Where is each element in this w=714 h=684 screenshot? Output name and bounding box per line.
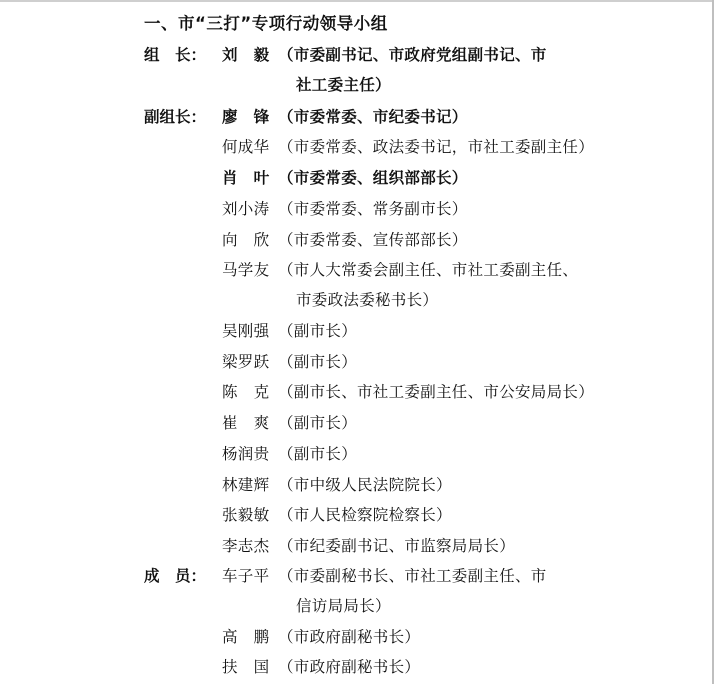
list-item — [222, 166, 468, 188]
deputy-name: 张毅敏 — [222, 506, 270, 524]
leader-desc: （市委副书记、市政府党组副书记、市 — [278, 46, 547, 64]
page-top-border — [0, 0, 714, 2]
deputy-name: 马学友 — [222, 261, 270, 279]
deputy-desc: （副市长） — [278, 414, 358, 432]
deputy-desc: （市中级人民法院院长） — [278, 476, 452, 494]
deputy-desc: （副市长） — [278, 322, 358, 340]
deputy-name: 刘小涛 — [222, 200, 270, 218]
leader-role-label: 组 长： — [144, 46, 207, 64]
list-item — [222, 258, 578, 280]
member-name: 高 鹏 — [222, 628, 270, 646]
deputy-name: 何成华 — [222, 138, 270, 156]
deputy-desc: （市委常委、组织部部长） — [278, 169, 468, 187]
leader-name: 刘 毅 — [222, 46, 270, 64]
deputy-desc: （市委常委、政法委书记，市社工委副主任） — [278, 138, 595, 156]
member-desc-continued: 信访局局长） — [296, 597, 391, 615]
list-item — [222, 503, 452, 525]
deputy-desc: （市委常委、常务副市长） — [278, 200, 468, 218]
list-item — [222, 534, 515, 556]
list-item — [222, 411, 357, 433]
deputy-name: 李志杰 — [222, 537, 270, 555]
deputy-name: 廖 锋 — [222, 108, 270, 126]
list-item — [222, 228, 468, 250]
deputy-name: 吴刚强 — [222, 322, 270, 340]
list-item — [222, 350, 357, 372]
deputy-name: 梁罗跃 — [222, 353, 270, 371]
deputy-desc: （副市长） — [278, 353, 358, 371]
list-item — [222, 197, 468, 219]
list-item — [222, 442, 357, 464]
deputy-desc: （市委常委、宣传部部长） — [278, 231, 468, 249]
list-item — [222, 473, 452, 495]
member-desc: （市委副秘书长、市社工委副主任、市 — [278, 567, 547, 585]
members-role-label: 成 员： — [144, 567, 207, 585]
section-heading: 一、市“三打”专项行动领导小组 — [144, 14, 388, 33]
list-item — [222, 625, 420, 647]
deputy-name: 肖 叶 — [222, 169, 270, 187]
member-desc: （市政府副秘书长） — [278, 658, 421, 676]
list-item — [222, 105, 468, 127]
list-item — [222, 380, 594, 402]
deputy-desc-continued: 市委政法委秘书长） — [296, 291, 439, 309]
deputies-role-label: 副组长： — [144, 108, 207, 126]
member-desc: （市政府副秘书长） — [278, 628, 421, 646]
list-item — [222, 319, 357, 341]
deputy-name: 崔 爽 — [222, 414, 270, 432]
deputy-name: 陈 克 — [222, 383, 270, 401]
deputy-desc: （副市长、市社工委副主任、市公安局局长） — [278, 383, 595, 401]
deputy-desc: （市委常委、市纪委书记） — [278, 108, 468, 126]
deputy-name: 林建辉 — [222, 476, 270, 494]
list-item — [222, 135, 594, 157]
deputy-name: 向 欣 — [222, 231, 270, 249]
member-name: 车子平 — [222, 567, 270, 585]
deputy-desc: （副市长） — [278, 445, 358, 463]
deputy-name: 杨润贵 — [222, 445, 270, 463]
list-item — [222, 655, 420, 677]
deputy-desc: （市人民检察院检察长） — [278, 506, 452, 524]
leader-desc-continued: 社工委主任） — [296, 76, 391, 94]
deputy-desc: （市人大常委会副主任、市社工委副主任、 — [278, 261, 579, 279]
list-item — [222, 564, 547, 586]
leader-line — [222, 43, 547, 65]
deputy-desc: （市纪委副书记、市监察局局长） — [278, 537, 516, 555]
member-name: 扶 国 — [222, 658, 270, 676]
